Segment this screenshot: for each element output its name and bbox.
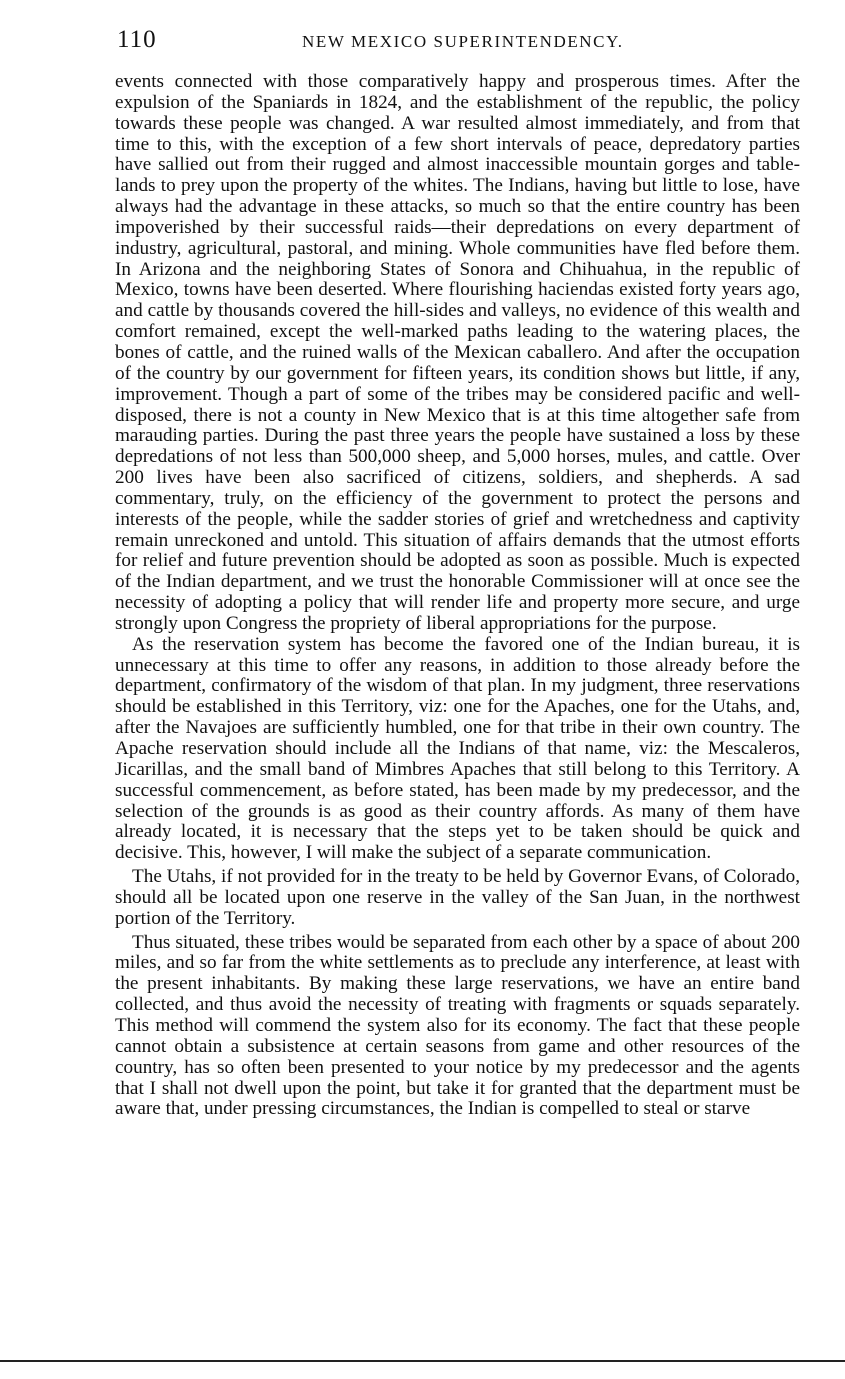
running-head: NEW MEXICO SUPERINTENDENCY. — [302, 32, 624, 51]
paragraph: The Utahs, if not provided for in the treaty to be held by Governor Evans, of Colorado, should all be located upon one reserve in the valley of the San Juan, in the northwest portion of the Territory. — [115, 866, 800, 929]
body-text — [115, 72, 800, 1120]
paragraph: Thus situated, these tribes would be separated from each other by a space of about 200 miles, and so far from the white settlements as to preclude any interference, at least with the present inhabitants. By making these large reservations, we have an entire band collected, and thus avoid the necessity of treating with fragments or squads separately. This method will commend the system also for its economy. The fact that these people cannot obtain a subsistence at certain seasons from game and other resources of the country, has so often been presented to your notice by my predecessor and the agents that I shall not dwell upon the point, but take it for granted that the department must be aware that, under pressing circumstances, the Indian is compelled to steal or starve — [115, 931, 800, 1120]
page-header — [117, 26, 795, 60]
bottom-rule — [0, 1360, 845, 1362]
page-number: 110 — [117, 26, 157, 53]
paragraph: As the reservation system has become the favored one of the Indian bureau, it is unnecessary at this time to offer any reasons, in addition to those already before the department, confirmatory of the wisdom of that plan. In my judgment, three reservations should be established in this Territory, viz: one for the Apaches, one for the Utahs, and, after the Navajoes are sufficiently humbled, one for that tribe in their own country. The Apache reservation should include all the Indians of that name, viz: the Mescaleros, Jicarillas, and the small band of Mimbres Apaches that still belong to this Territory. A successful commencement, as before stated, has been made by my predecessor, and the selection of the grounds is as good as their country affords. As many of them have already located, it is necessary that the steps yet to be taken should be quick and decisive. This, however, I will make the subject of a separate communication. — [115, 633, 800, 864]
paragraph: events connected with those comparatively happy and prosperous times. After the expulsion of the Spaniards in 1824, and the establishment of the republic, the policy towards these people was changed. A war resulted almost immediately, and from that time to this, with the exception of a few short intervals of peace, depredatory parties have sallied out from their rugged and almost inaccessible mountain gorges and table-lands to prey upon the property of the whites. The Indians, having but little to lose, have always had the advantage in these attacks, so much so that the entire country has been impoverished by their successful raids—their depredations on every department of industry, agricultural, pastoral, and mining. Whole communities have fled before them. In Arizona and the neighboring States of Sonora and Chihuahua, in the republic of Mexico, towns have been deserted. Where flourishing haciendas existed forty years ago, and cattle by thousands covered the hill-sides and valleys, no evidence of this wealth and comfort remained, except the well-marked paths leading to the watering places, the bones of cattle, and the ruined walls of the Mexican caballero. And after the occupation of the country by our government for fifteen years, its condition shows but little, if any, improvement. Though a part of some of the tribes may be considered pacific and well-disposed, there is not a county in New Mexico that is at this time altogether safe from marauding parties. During the past three years the people have sustained a loss by these depredations of not less than 500,000 sheep, and 5,000 horses, mules, and cattle. Over 200 lives have been also sacrificed of citizens, soldiers, and shepherds. A sad commentary, truly, on the efficiency of the government to protect the persons and interests of the people, while the sadder stories of grief and wretchedness and captivity remain unreckoned and untold. This situation of affairs demands that the utmost efforts for relief and future prevention should be adopted as soon as possible. Much is expected of the Indian department, and we trust the honorable Commissioner will at once see the necessity of adopting a policy that will render life and property more secure, and urge strongly upon Congress the propriety of liberal appropriations for the purpose. — [115, 71, 800, 634]
